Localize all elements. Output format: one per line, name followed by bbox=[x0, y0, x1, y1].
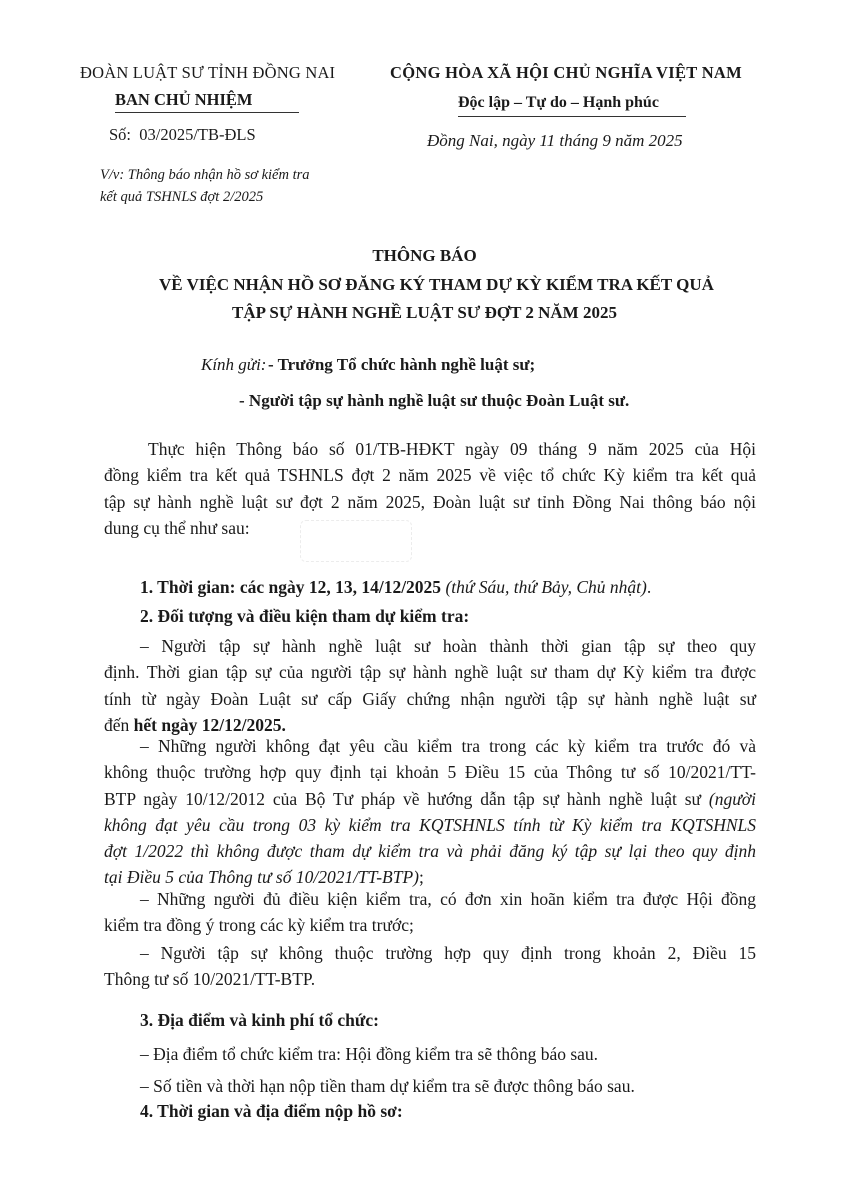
intro-line-3: tập sự hành nghề luật sư đợt 2 năm 2025, Đoàn luật sư tỉnh Đồng Nai thông báo nội bbox=[104, 491, 756, 512]
item-a-line-1: – Người tập sự hành nghề luật sư hoàn thành thời gian tập sự theo quy bbox=[140, 636, 756, 656]
document-title-line-3: TẬP SỰ HÀNH NGHỀ LUẬT SƯ ĐỢT 2 NĂM 2025 bbox=[232, 303, 617, 322]
section-4-heading: 4. Thời gian và địa điểm nộp hồ sơ: bbox=[140, 1101, 403, 1121]
country-name: CỘNG HÒA XÃ HỘI CHỦ NGHĨA VIỆT NAM bbox=[390, 63, 743, 82]
item-a-line-4-text: đến bbox=[104, 714, 130, 735]
place-and-date: Đồng Nai, ngày 11 tháng 9 năm 2025 bbox=[427, 131, 683, 150]
deadline-date: hết ngày 12/12/2025. bbox=[133, 714, 286, 735]
item-b-line-1: – Những người không đạt yêu cầu kiểm tra trong các kỳ kiểm tra trước đó và bbox=[140, 736, 756, 756]
recipient-1: - Trưởng Tổ chức hành nghề luật sư; bbox=[268, 355, 536, 374]
document-number-label: Số: bbox=[109, 125, 132, 144]
item-d-line-2: Thông tư số 10/2021/TT-BTP. bbox=[104, 969, 316, 990]
intro-line-4: dung cụ thể như sau: bbox=[104, 517, 250, 538]
section-1-label: 1. Thời gian: các ngày 12, 13, 14/12/2025 bbox=[140, 577, 442, 597]
document-subject bbox=[100, 164, 310, 208]
location-line: – Địa điểm tổ chức kiểm tra: Hội đồng kiểm tra sẽ thông báo sau. bbox=[140, 1044, 599, 1064]
recipients-label: Kính gửi: bbox=[201, 355, 267, 374]
intro-line-2: đồng kiểm tra kết quả TSHNLS đợt 2 năm 2025 về việc tổ chức Kỳ kiểm tra kết quả bbox=[104, 465, 756, 486]
item-c-line-1: – Những người đủ điều kiện kiểm tra, có đơn xin hoãn kiểm tra được Hội đồng bbox=[140, 889, 756, 909]
item-b-line-3 bbox=[104, 786, 756, 812]
section-2-item-a bbox=[104, 633, 756, 738]
national-motto: Độc lập – Tự do – Hạnh phúc bbox=[458, 94, 659, 111]
item-b-line-2: không thuộc trường hợp quy định tại khoản 5 Điều 15 của Thông tư số 10/2021/TT- bbox=[104, 762, 756, 783]
issuing-organization: ĐOÀN LUẬT SƯ TỈNH ĐỒNG NAI bbox=[80, 63, 336, 82]
section-2-item-b bbox=[104, 733, 756, 891]
item-c-line-2: kiểm tra đồng ý trong các kỳ kiểm tra trước; bbox=[104, 915, 414, 936]
item-b-line-6-end: ; bbox=[419, 867, 424, 888]
section-3-item-location bbox=[140, 1041, 760, 1067]
document-number-value: 03/2025/TB-ĐLS bbox=[139, 125, 256, 144]
motto-underline bbox=[458, 116, 686, 117]
subject-line-1: V/v: Thông báo nhận hồ sơ kiểm tra bbox=[100, 167, 310, 183]
section-2-heading: 2. Đối tượng và điều kiện tham dự kiểm tra: bbox=[140, 606, 470, 626]
recipient-2: - Người tập sự hành nghề luật sư thuộc Đoàn Luật sư. bbox=[239, 391, 630, 410]
document-title: THÔNG BÁO bbox=[372, 246, 477, 265]
item-b-line-3-italic: (người bbox=[708, 788, 756, 809]
subject-line-2: kết quả TSHNLS đợt 2/2025 bbox=[100, 189, 264, 205]
section-2-item-d bbox=[104, 940, 756, 993]
section-2-item-c bbox=[104, 886, 756, 939]
item-b-line-3-text: BTP ngày 10/12/2012 của Bộ Tư pháp về hướng dẫn tập sự hành nghề luật sư bbox=[104, 788, 702, 809]
board-underline bbox=[115, 112, 299, 113]
section-1-days: (thứ Sáu, thứ Bảy, Chủ nhật) bbox=[445, 577, 647, 597]
item-d-line-1: – Người tập sự không thuộc trường hợp quy định trong khoản 2, Điều 15 bbox=[140, 943, 756, 963]
fee-line: – Số tiền và thời hạn nộp tiền tham dự kiểm tra sẽ được thông báo sau. bbox=[140, 1076, 635, 1096]
item-a-line-2: định. Thời gian tập sự của người tập sự hành nghề luật sư tham dự Kỳ kiểm tra được bbox=[104, 662, 756, 683]
item-a-line-3: tính từ ngày Đoàn Luật sư cấp Giấy chứng nhận người tập sự hành nghề luật sư bbox=[104, 688, 756, 709]
faint-stamp-mark bbox=[300, 520, 412, 562]
document-title-line-2: VỀ VIỆC NHẬN HỒ SƠ ĐĂNG KÝ THAM DỰ KỲ KIỂM TRA KẾT QUẢ bbox=[159, 275, 714, 294]
section-3-item-fee bbox=[140, 1073, 760, 1099]
intro-paragraph bbox=[104, 436, 756, 541]
item-b-line-5: đợt 1/2022 thì không được tham dự kiểm tra và phải đăng ký tập sự lại theo quy định bbox=[104, 841, 756, 862]
document-number bbox=[109, 125, 256, 145]
section-1-time bbox=[140, 577, 651, 598]
issuing-board: BAN CHỦ NHIỆM bbox=[115, 90, 253, 109]
intro-line-1: Thực hiện Thông báo số 01/TB-HĐKT ngày 09 tháng 9 năm 2025 của Hội bbox=[148, 439, 756, 459]
item-b-line-6-italic: tại Điều 5 của Thông tư số 10/2021/TT-BTP) bbox=[104, 867, 419, 888]
item-b-line-4: không đạt yêu cầu trong 03 kỳ kiểm tra KQTSHNLS tính từ Kỳ kiểm tra KQTSHNLS bbox=[104, 814, 756, 835]
section-1-end: . bbox=[646, 577, 652, 597]
section-3-heading: 3. Địa điểm và kinh phí tổ chức: bbox=[140, 1010, 380, 1030]
